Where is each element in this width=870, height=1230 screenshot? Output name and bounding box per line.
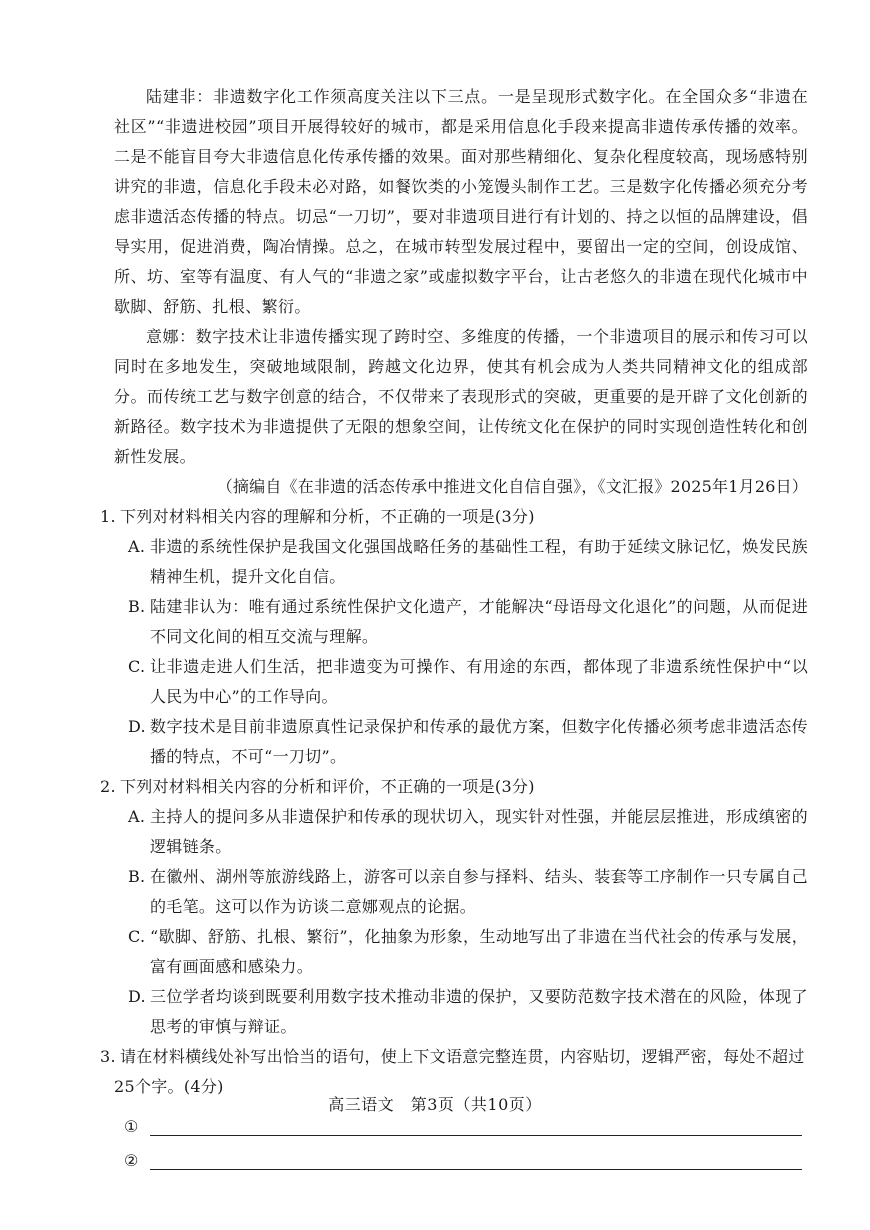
question-1-option-c[interactable] xyxy=(128,652,808,712)
question-1-option-b[interactable] xyxy=(128,592,808,652)
passage-source: （摘编自《在非遗的活态传承中推进文化自信自强》，《文汇报》2025年1月26日） xyxy=(216,477,808,496)
answer-line[interactable] xyxy=(150,1149,802,1170)
option-text: 非遗的系统性保护是我国文化强国战略任务的基础性工程，有助于延续文脉记忆，焕发民族精神生机，提升文化自信。 xyxy=(150,537,808,586)
option-text: 陆建非认为：唯有通过系统性保护文化遗产，才能解决“母语母文化退化”的问题，从而促进不同文化间的相互交流与理解。 xyxy=(150,597,808,646)
question-1-stem xyxy=(100,502,808,532)
question-1-option-a[interactable] xyxy=(128,532,808,592)
question-2-option-a[interactable] xyxy=(128,802,808,862)
option-text: 数字技术是目前非遗原真性记录保护和传承的最优方案，但数字化传播必须考虑非遗活态传播的特点，不可“一刀切”。 xyxy=(150,717,808,766)
option-letter: D. xyxy=(128,717,146,736)
question-3-text: 请在材料横线处补写出恰当的语句，使上下文语意完整连贯，内容贴切，逻辑严密，每处不超过25个字。(4分) xyxy=(114,1047,805,1096)
answer-line[interactable] xyxy=(150,1115,802,1136)
option-letter: A. xyxy=(128,807,146,826)
option-letter: D. xyxy=(128,987,146,1006)
question-1-option-d[interactable] xyxy=(128,712,808,772)
option-text: 在徽州、湖州等旅游线路上，游客可以亲自参与择料、结头、装套等工序制作一只专属自己的毛笔。这可以作为访谈二意娜观点的论据。 xyxy=(150,867,808,916)
page-footer: 高三语文 第3页（共10页） xyxy=(328,1095,542,1114)
option-letter: B. xyxy=(128,867,146,886)
option-letter: C. xyxy=(128,927,146,946)
option-text: “歇脚、舒筋、扎根、繁衍”，化抽象为形象，生动地写出了非遗在当代社会的传承与发展，富有画面感和感染力。 xyxy=(150,927,808,976)
question-1 xyxy=(100,502,808,772)
question-2 xyxy=(100,772,808,1042)
option-text: 三位学者均谈到既要利用数字技术推动非遗的保护，又要防范数字技术潜在的风险，体现了思考的审慎与辩证。 xyxy=(150,987,808,1036)
reading-passage xyxy=(114,82,808,502)
passage-paragraph-lu: 陆建非：非遗数字化工作须高度关注以下三点。一是呈现形式数字化。在全国众多“非遗在社区”“非遗进校园”项目开展得较好的城市，都是采用信息化手段来提高非遗传承传播的效率。二是不能盲目夸大非遗信息化传承传播的效果。面对那些精细化、复杂化程度较高，现场感特别讲究的非遗，信息化手段未必对路，如餐饮类的小笼馒头制作工艺。三是数字化传播必须充分考虑非遗活态传播的特点。切忌“一刀切”，要对非遗项目进行有计划的、持之以恒的品牌建设，倡导实用，促进消费，陶冶情操。总之，在城市转型发展过程中，要留出一定的空间，创设成馆、所、坊、室等有温度、有人气的“非遗之家”或虚拟数字平台，让古老悠久的非遗在现代化城市中歇脚、舒筋、扎根、繁衍。 xyxy=(114,87,808,316)
question-2-text: 下列对材料相关内容的分析和评价，不正确的一项是(3分) xyxy=(120,777,535,796)
question-2-option-b[interactable] xyxy=(128,862,808,922)
blank-number: ② xyxy=(124,1151,139,1170)
question-1-text: 下列对材料相关内容的理解和分析，不正确的一项是(3分) xyxy=(120,507,535,526)
question-2-stem xyxy=(100,772,808,802)
option-letter: A. xyxy=(128,537,146,556)
option-text: 主持人的提问多从非遗保护和传承的现状切入，现实针对性强，并能层层推进，形成缜密的逻辑链条。 xyxy=(150,807,808,856)
question-1-number: 1. xyxy=(100,507,116,526)
option-letter: B. xyxy=(128,597,146,616)
question-2-option-d[interactable] xyxy=(128,982,808,1042)
question-2-number: 2. xyxy=(100,777,116,796)
question-3-number: 3. xyxy=(100,1047,116,1066)
question-2-option-c[interactable] xyxy=(128,922,808,982)
blank-number: ① xyxy=(124,1117,139,1136)
option-text: 让非遗走进人们生活，把非遗变为可操作、有用途的东西，都体现了非遗系统性保护中“以人民为中心”的工作导向。 xyxy=(150,657,808,706)
answer-blank-2[interactable] xyxy=(124,1136,808,1170)
passage-paragraph-yi: 意娜：数字技术让非遗传播实现了跨时空、多维度的传播，一个非遗项目的展示和传习可以同时在多地发生，突破地域限制，跨越文化边界，使其有机会成为人类共同精神文化的组成部分。而传统工艺与数字创意的结合，不仅带来了表现形式的突破，更重要的是开辟了文化创新的新路径。数字技术为非遗提供了无限的想象空间，让传统文化在保护的同时实现创造性转化和创新性发展。 xyxy=(114,327,808,466)
option-letter: C. xyxy=(128,657,146,676)
